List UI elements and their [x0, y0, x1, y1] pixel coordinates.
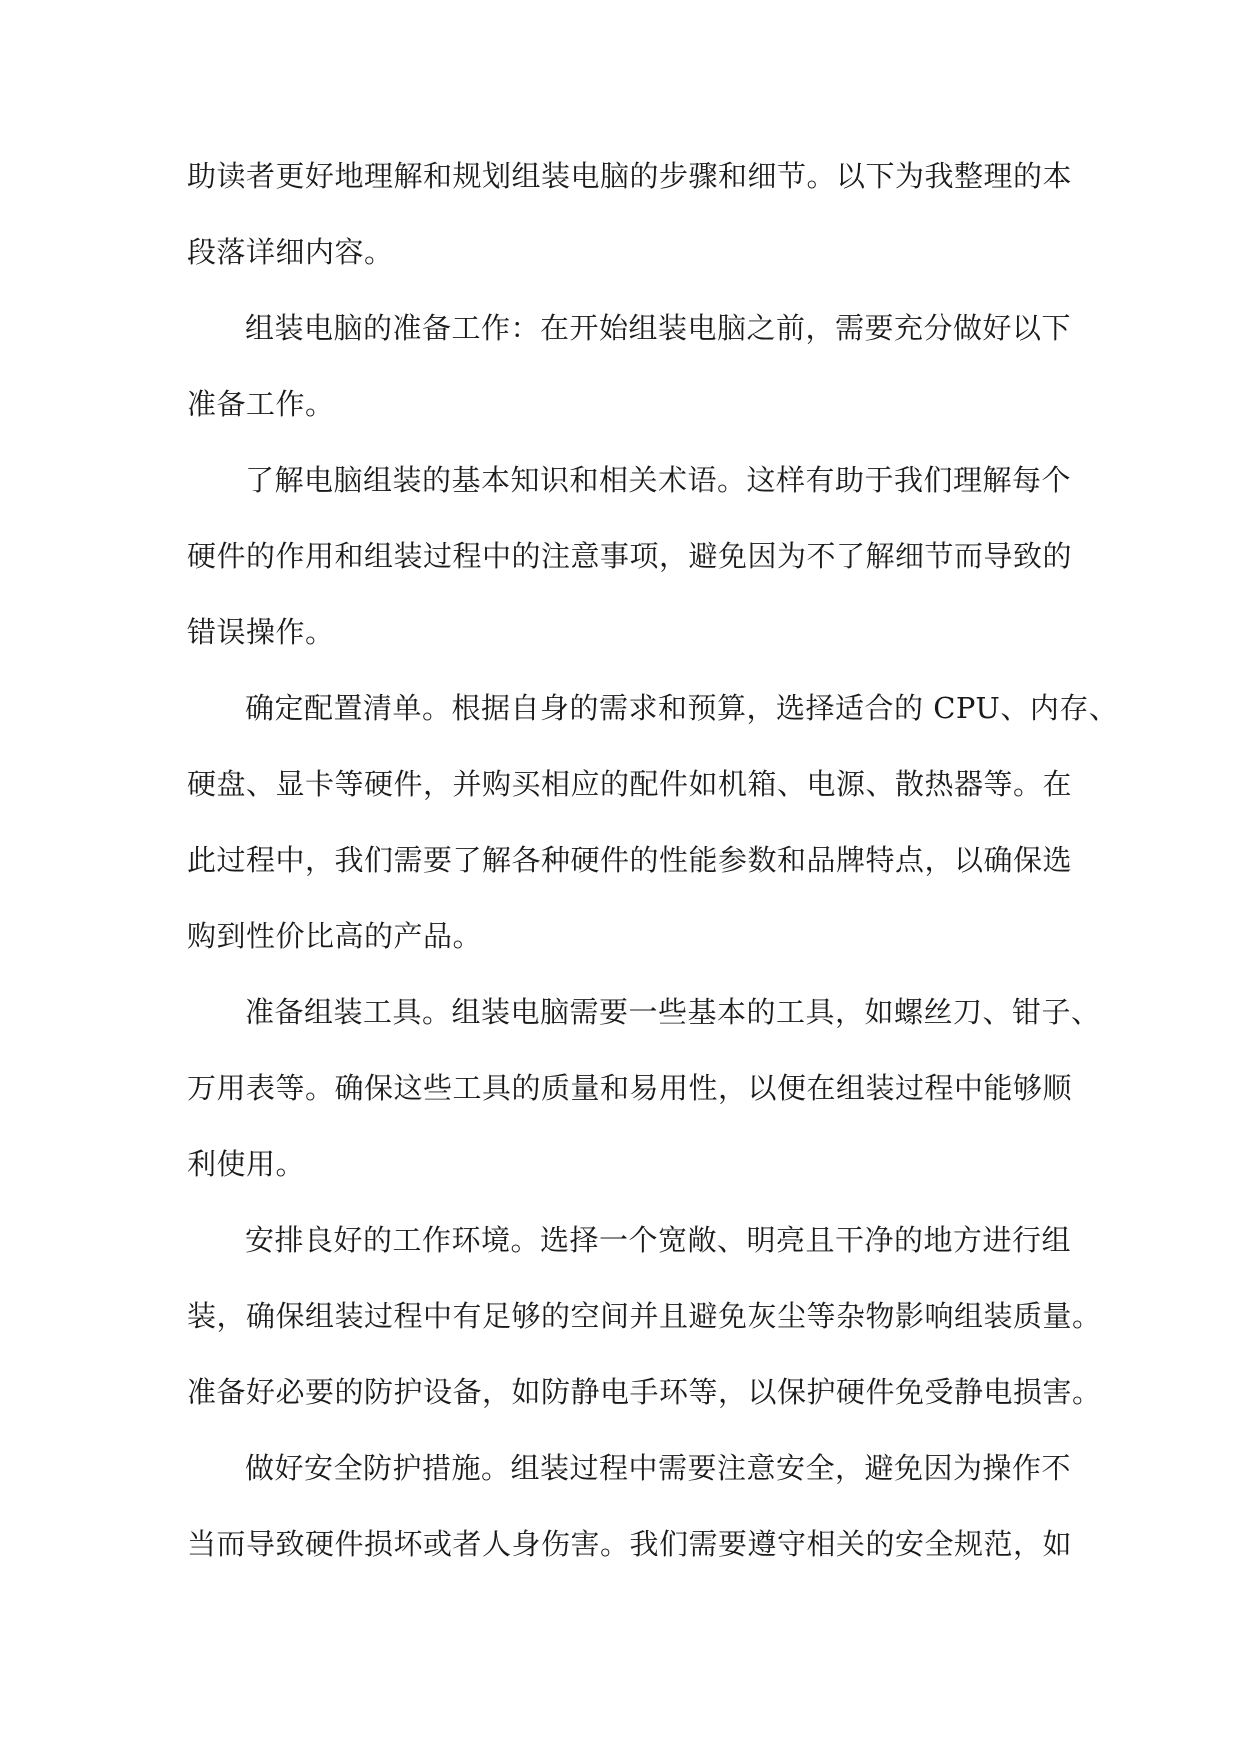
text-line: 准备组装工具。组装电脑需要一些基本的工具，如螺丝刀、钳子、 — [245, 995, 1101, 1029]
paragraph-4 — [187, 670, 1119, 974]
paragraph-1 — [187, 138, 1073, 290]
text-line: 硬件的作用和组装过程中的注意事项，避免因为不了解细节而导致的 — [187, 539, 1073, 573]
text-line: 安排良好的工作环境。选择一个宽敞、明亮且干净的地方进行组 — [245, 1223, 1072, 1257]
text-line: 段落详细内容。 — [187, 235, 394, 269]
paragraph-3 — [187, 442, 1073, 670]
text-line: 错误操作。 — [187, 615, 335, 649]
text-line: 准备工作。 — [187, 387, 335, 421]
paragraph-5 — [187, 974, 1101, 1202]
paragraph-6 — [187, 1202, 1102, 1430]
text-line: 购到性价比高的产品。 — [187, 919, 483, 953]
text-line: 此过程中，我们需要了解各种硬件的性能参数和品牌特点，以确保选 — [187, 843, 1073, 877]
text-line: 准备好必要的防护设备，如防静电手环等，以保护硬件免受静电损害。 — [187, 1375, 1102, 1409]
text-line: 组装电脑的准备工作：在开始组装电脑之前，需要充分做好以下 — [245, 311, 1072, 345]
paragraph-7 — [187, 1430, 1073, 1582]
text-line: 万用表等。确保这些工具的质量和易用性，以便在组装过程中能够顺 — [187, 1071, 1073, 1105]
text-line: 当而导致硬件损坏或者人身伤害。我们需要遵守相关的安全规范，如 — [187, 1527, 1073, 1561]
text-line: 利使用。 — [187, 1147, 306, 1181]
paragraph-2 — [187, 290, 1072, 442]
text-line: 做好安全防护措施。组装过程中需要注意安全，避免因为操作不 — [245, 1451, 1072, 1485]
text-line: 确定配置清单。根据自身的需求和预算，选择适合的 CPU、内存、 — [245, 691, 1119, 725]
text-line: 装，确保组装过程中有足够的空间并且避免灰尘等杂物影响组装质量。 — [187, 1299, 1102, 1333]
body-text — [187, 138, 1119, 1582]
text-line: 了解电脑组装的基本知识和相关术语。这样有助于我们理解每个 — [245, 463, 1072, 497]
text-line: 硬盘、显卡等硬件，并购买相应的配件如机箱、电源、散热器等。在 — [187, 767, 1073, 801]
text-line: 助读者更好地理解和规划组装电脑的步骤和细节。以下为我整理的本 — [187, 159, 1073, 193]
